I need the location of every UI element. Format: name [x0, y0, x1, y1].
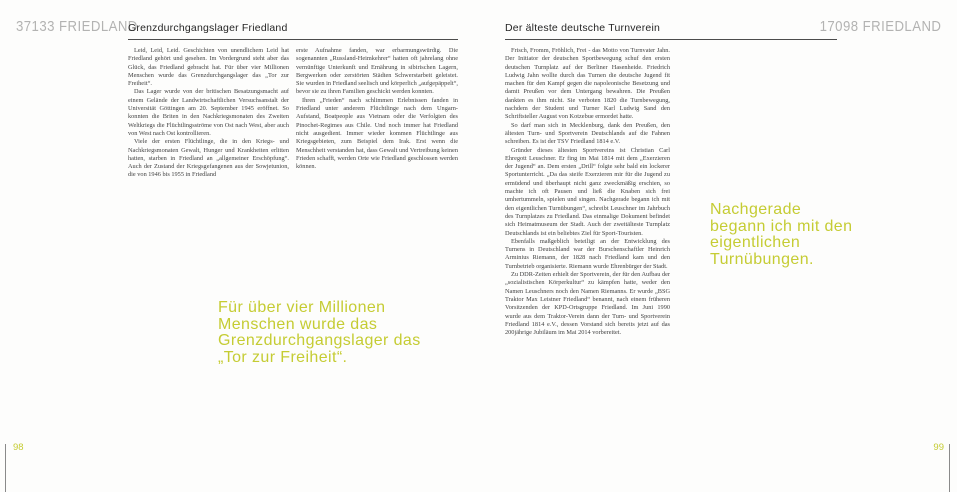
body-paragraph: So darf man sich in Mecklenburg, dank den Preußen, den ältesten Turn- und Sportverein Deutschlands auf die Fahnen schreiben. Es ist der TSV Friedland 1814 e.V. [505, 121, 670, 146]
right-pull-quote: Nachgerade begann ich mit den eigentlichen Turnübungen. [710, 201, 853, 268]
right-article-title: Der älteste deutsche Turnverein [505, 22, 661, 34]
right-page-postcode-header: 17098 FRIEDLAND [819, 18, 941, 35]
right-article-title-block [505, 22, 837, 40]
body-paragraph: Leid, Leid, Leid. Geschichten von unendlichem Leid hat Friedland gehört und gesehen. Im Vordergrund steht aber das Glück, das Friedland gebracht hat. Für über vier Millionen Menschen wurde das Grenzdurchgangslager das „Tor zur Freiheit“. [128, 47, 289, 88]
right-page-number: 99 [933, 442, 944, 453]
body-paragraph: Das Lager wurde von der britischen Besatzungsmacht auf einem Gelände der Landwirtschaftlichen Versuchsanstalt der Universität Göttingen am 20. September 1945 eröffnet. So konnten die Briten in den Nachkriegsmonaten des Zweiten Weltkriegs die Flüchtlingsströme von Ost nach West, aber auch von West nach Ost kontrollieren. [128, 88, 289, 137]
left-page-postcode-header: 37133 FRIEDLAND [16, 18, 138, 35]
body-paragraph: Gründer dieses ältesten Sportvereins ist Christian Carl Ehregott Leuschner. Er fing im Mai 1814 mit dem „Exerzieren der Jugend“ an. Dem ersten „Drill“ folgte sehr bald ein lockerer Sportunterricht. „Da das steife Exerzieren mir für die Jugend zu ermüdend und überhaupt nicht ganz zweckmäßig erschien, so machte ich oft Pausen und ließ die Knaben sich frei umhertummeln, spielen und singen. Nachgerade begann ich mit den eigentlichen Turnübungen“, schreibt Leuschner im Jahrbuch des Turnplatzes zu Friedland. Das einmalige Dokument befindet sich Heimatmuseum der Stadt. Auch der zweitälteste Turnplatz Deutschlands ist ein beliebtes Ziel für Sport-Touristen. [505, 146, 670, 237]
body-paragraph: Frisch, Fromm, Fröhlich, Frei - das Motto von Turnvater Jahn. Der Initiator der deutschen Sportbewegung schuf den ersten deutschen Turnplatz auf der Berliner Hasenheide. Friedrich Ludwig Jahn wollte durch das Turnen die deutsche Jugend fit machen für den Kampf gegen die napoleonische Besetzung und damit Preußen vor dem Untergang bewahren. Die Preußen dankten es ihm nicht. Sie verboten 1820 die Turnbewegung, nachdem der Student und Turner Karl Ludwig Sand den Schriftsteller August von Kotzebue ermordet hatte. [505, 47, 670, 121]
body-paragraph: Ebenfalls maßgeblich beteiligt an der Entwicklung des Turnens in Deutschland war der Burschenschaftler Heinrich Arminius Riemann, der 1828 nach Friedland kam und den Turnbetrieb organisierte. Riemann wurde Ehrenbürger der Stadt. [505, 237, 670, 270]
left-page-number: 98 [13, 442, 24, 453]
body-paragraph: erste Aufnahme fanden, war erbarmungswürdig. Die sogenannten „Russland-Heimkehrer“ hatten oft jahrelang ohne vernünftige Unterkunft und Ernährung in sibirischen Lagern, Bergwerken oder zerstörten Städten Schwerstarbeit geleistet. Sie wurden in Friedland seelisch und körperlich „aufgepäppelt“, bevor sie zu ihren Familien geschickt werden konnten. [296, 47, 458, 96]
left-corner-rule [5, 444, 6, 492]
left-page-column-1 [128, 47, 289, 180]
left-page-column-2 [296, 47, 458, 171]
body-paragraph: Ihren „Frieden“ nach schlimmen Erlebnissen fanden in Friedland unter anderem Flüchtlinge nach dem Ungarn-Aufstand, Boatpeople aus Vietnam oder die Verfolgten des Pinochet-Regimes aus Chile. Und noch immer hat Friedland nicht ausgedient. Immer wieder kommen Flüchtlinge aus Kriegsgebieten, zum Beispiel dem Irak. Erst wenn die Menschheit verstanden hat, dass Gewalt und Vertreibung keinen Frieden schafft, werden Orte wie Friedland geschlossen werden können. [296, 96, 458, 171]
body-paragraph: Viele der ersten Flüchtlinge, die in den Kriegs- und Nachkriegsmonaten Gewalt, Hunger und Krankheiten erlitten hatten, starben in Friedland an „allgemeiner Erschöpfung“. Auch der Zustand der Kriegsgefangenen aus der Sowjetunion, die von 1946 bis 1955 in Friedland [128, 138, 289, 179]
right-corner-rule [949, 444, 950, 492]
left-article-title-block [128, 22, 458, 40]
left-article-title: Grenzdurchgangslager Friedland [128, 22, 288, 34]
right-page-column [505, 47, 670, 337]
left-pull-quote: Für über vier Millionen Menschen wurde das Grenzdurchgangslager das „Tor zur Freiheit“. [218, 299, 421, 366]
body-paragraph: Zu DDR-Zeiten erhielt der Sportverein, der für den Aufbau der „sozialistischen Körperkultur“ zu kämpfen hatte, weder den Namen Leuschners noch den Namen Riemanns. Er wurde „BSG Traktor Max Leistner Friedland“ benannt, nach einem früheren Vorsitzenden der KPD-Ortsgruppe Friedland. Im Juni 1990 wurde aus dem Traktor-Verein dann der Turn- und Sportverein Friedland 1814 e.V., dessen Vorstand sich bereits jetzt auf das 200jährige Jubiläum im Mai 2014 vorbereitet. [505, 271, 670, 337]
